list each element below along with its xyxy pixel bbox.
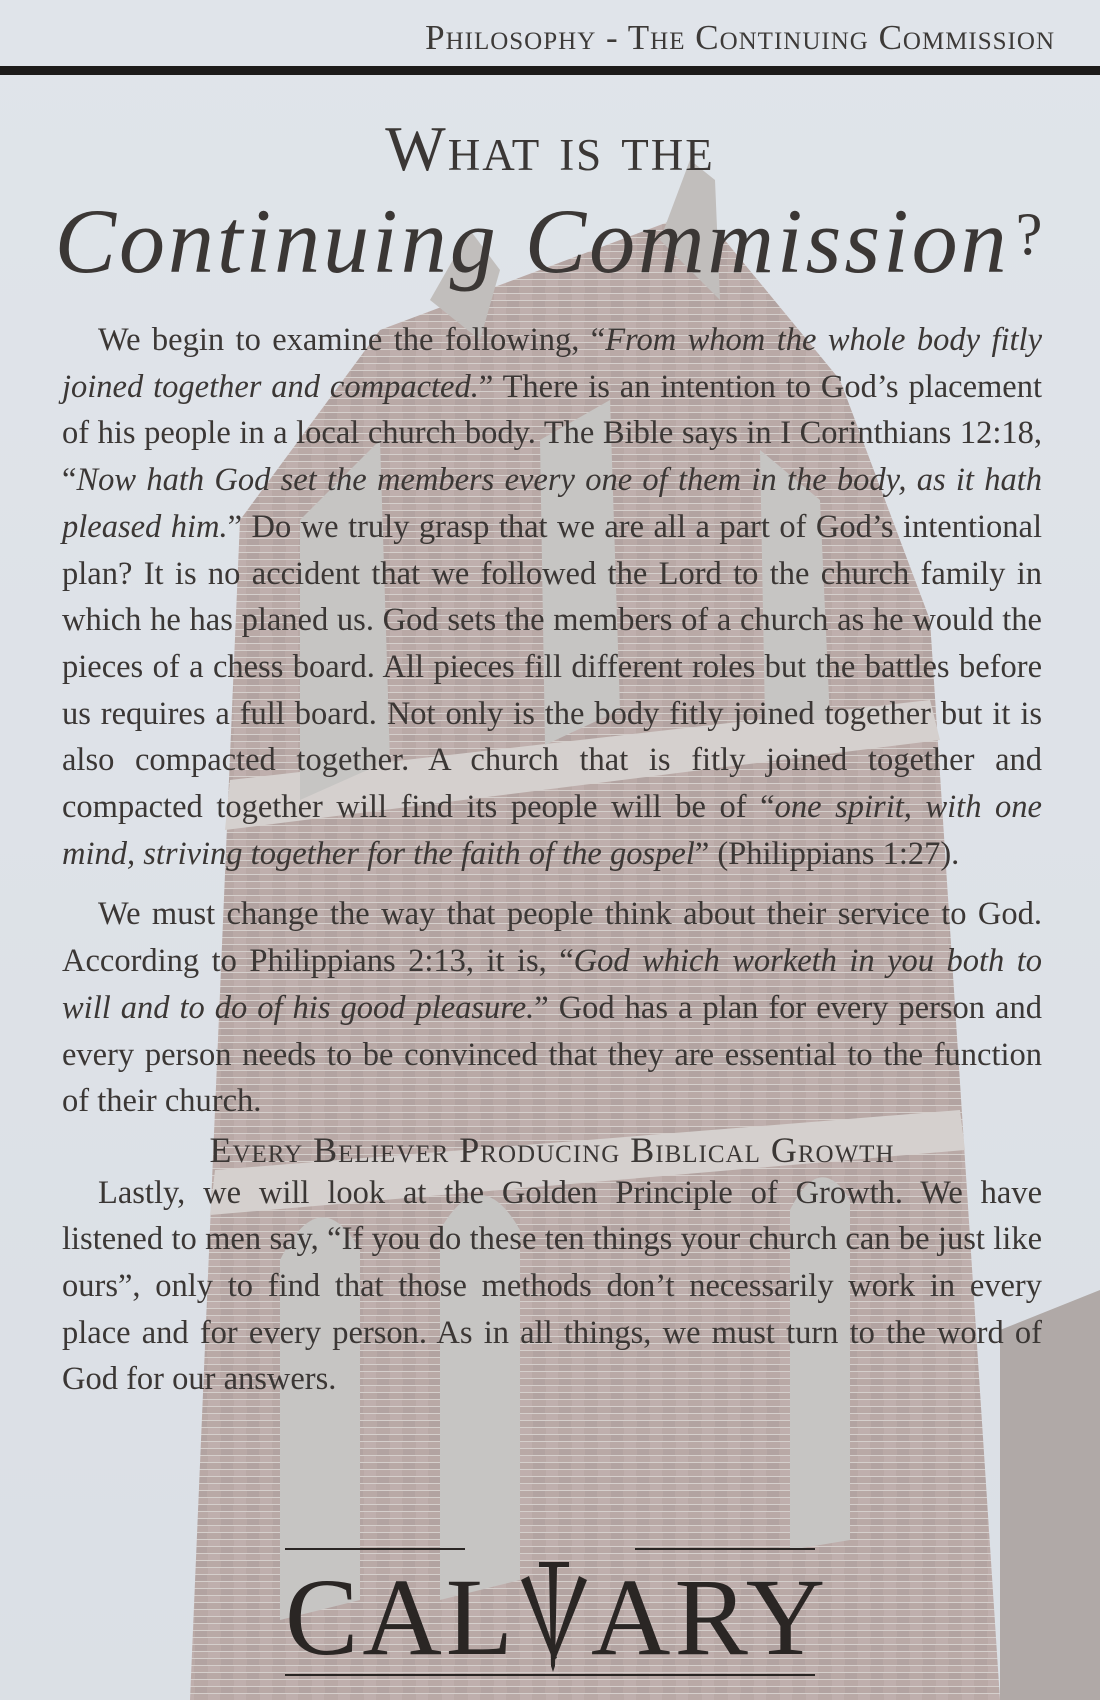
title-script-text: Continuing Commission	[54, 190, 1010, 292]
title-line-2	[0, 188, 1100, 294]
title-question-mark: ?	[1015, 201, 1046, 267]
title-line-1: What is the	[385, 113, 715, 184]
text-segment: ” God has a plan for every person and every person needs to be convinced that they are essential to the function of their church.	[62, 989, 1042, 1120]
paragraph-1	[62, 317, 1042, 877]
scripture-quote: one spirit, with one mind, striving together for the faith of the gospel	[62, 789, 1042, 872]
paragraph-2	[62, 891, 1042, 1125]
logo-text-right: ARY	[591, 1556, 830, 1678]
article-body	[62, 317, 1042, 1403]
crossed-nails-v-icon	[517, 1562, 591, 1672]
calvary-logo	[285, 1540, 830, 1690]
section-heading: Every Believer Producing Biblical Growth	[209, 1129, 895, 1170]
text-segment: ” There is an intention to God’s placement of his people in a local church body. The Bible says in I Corinthians 12:18, “	[62, 368, 1042, 499]
header-rule	[0, 66, 1100, 75]
header-title: Philosophy - The Continuing Commission	[425, 18, 1055, 57]
text-segment: We begin to examine the following, “	[98, 322, 606, 358]
text-segment: We must change the way that people think about their service to God. According to Philippians 2:13, it is, “	[62, 896, 1042, 980]
scripture-quote: God which worketh in you both to will and to do of his good pleasure.	[62, 943, 1042, 1026]
text-segment: ” (Philippians 1:27).	[694, 835, 960, 872]
logo-top-rule-right	[635, 1548, 815, 1550]
paragraph-3: Lastly, we will look at the Golden Principle of Growth. We have listened to men say, “If you do these ten things your church can be just like ours”, only to find that those methods don’t necessarily work in every place and for every person. As in all things, we must turn to the word of God for our answers.	[62, 1174, 1042, 1398]
logo-wordmark	[285, 1554, 830, 1681]
logo-text-left: CAL	[285, 1556, 517, 1678]
text-segment: ” Do we truly grasp that we are all a part of God’s intentional plan? It is no accident that we followed the Lord to the church family in which he has planed us. God sets the members of a church as he would the pieces of a chess board. All pieces fill different roles but the battles before us requires a full board. Not only is the body fitly joined together but it is also compacted together. A church that is fitly joined together and compacted together will find its people will be of “	[62, 508, 1042, 826]
scripture-quote: Now hath God set the members every one of them in the body, as it hath pleased him.	[62, 462, 1042, 545]
scripture-quote: From whom the whole body fitly joined together and compacted.	[62, 322, 1043, 405]
logo-top-rule-left	[285, 1548, 465, 1550]
